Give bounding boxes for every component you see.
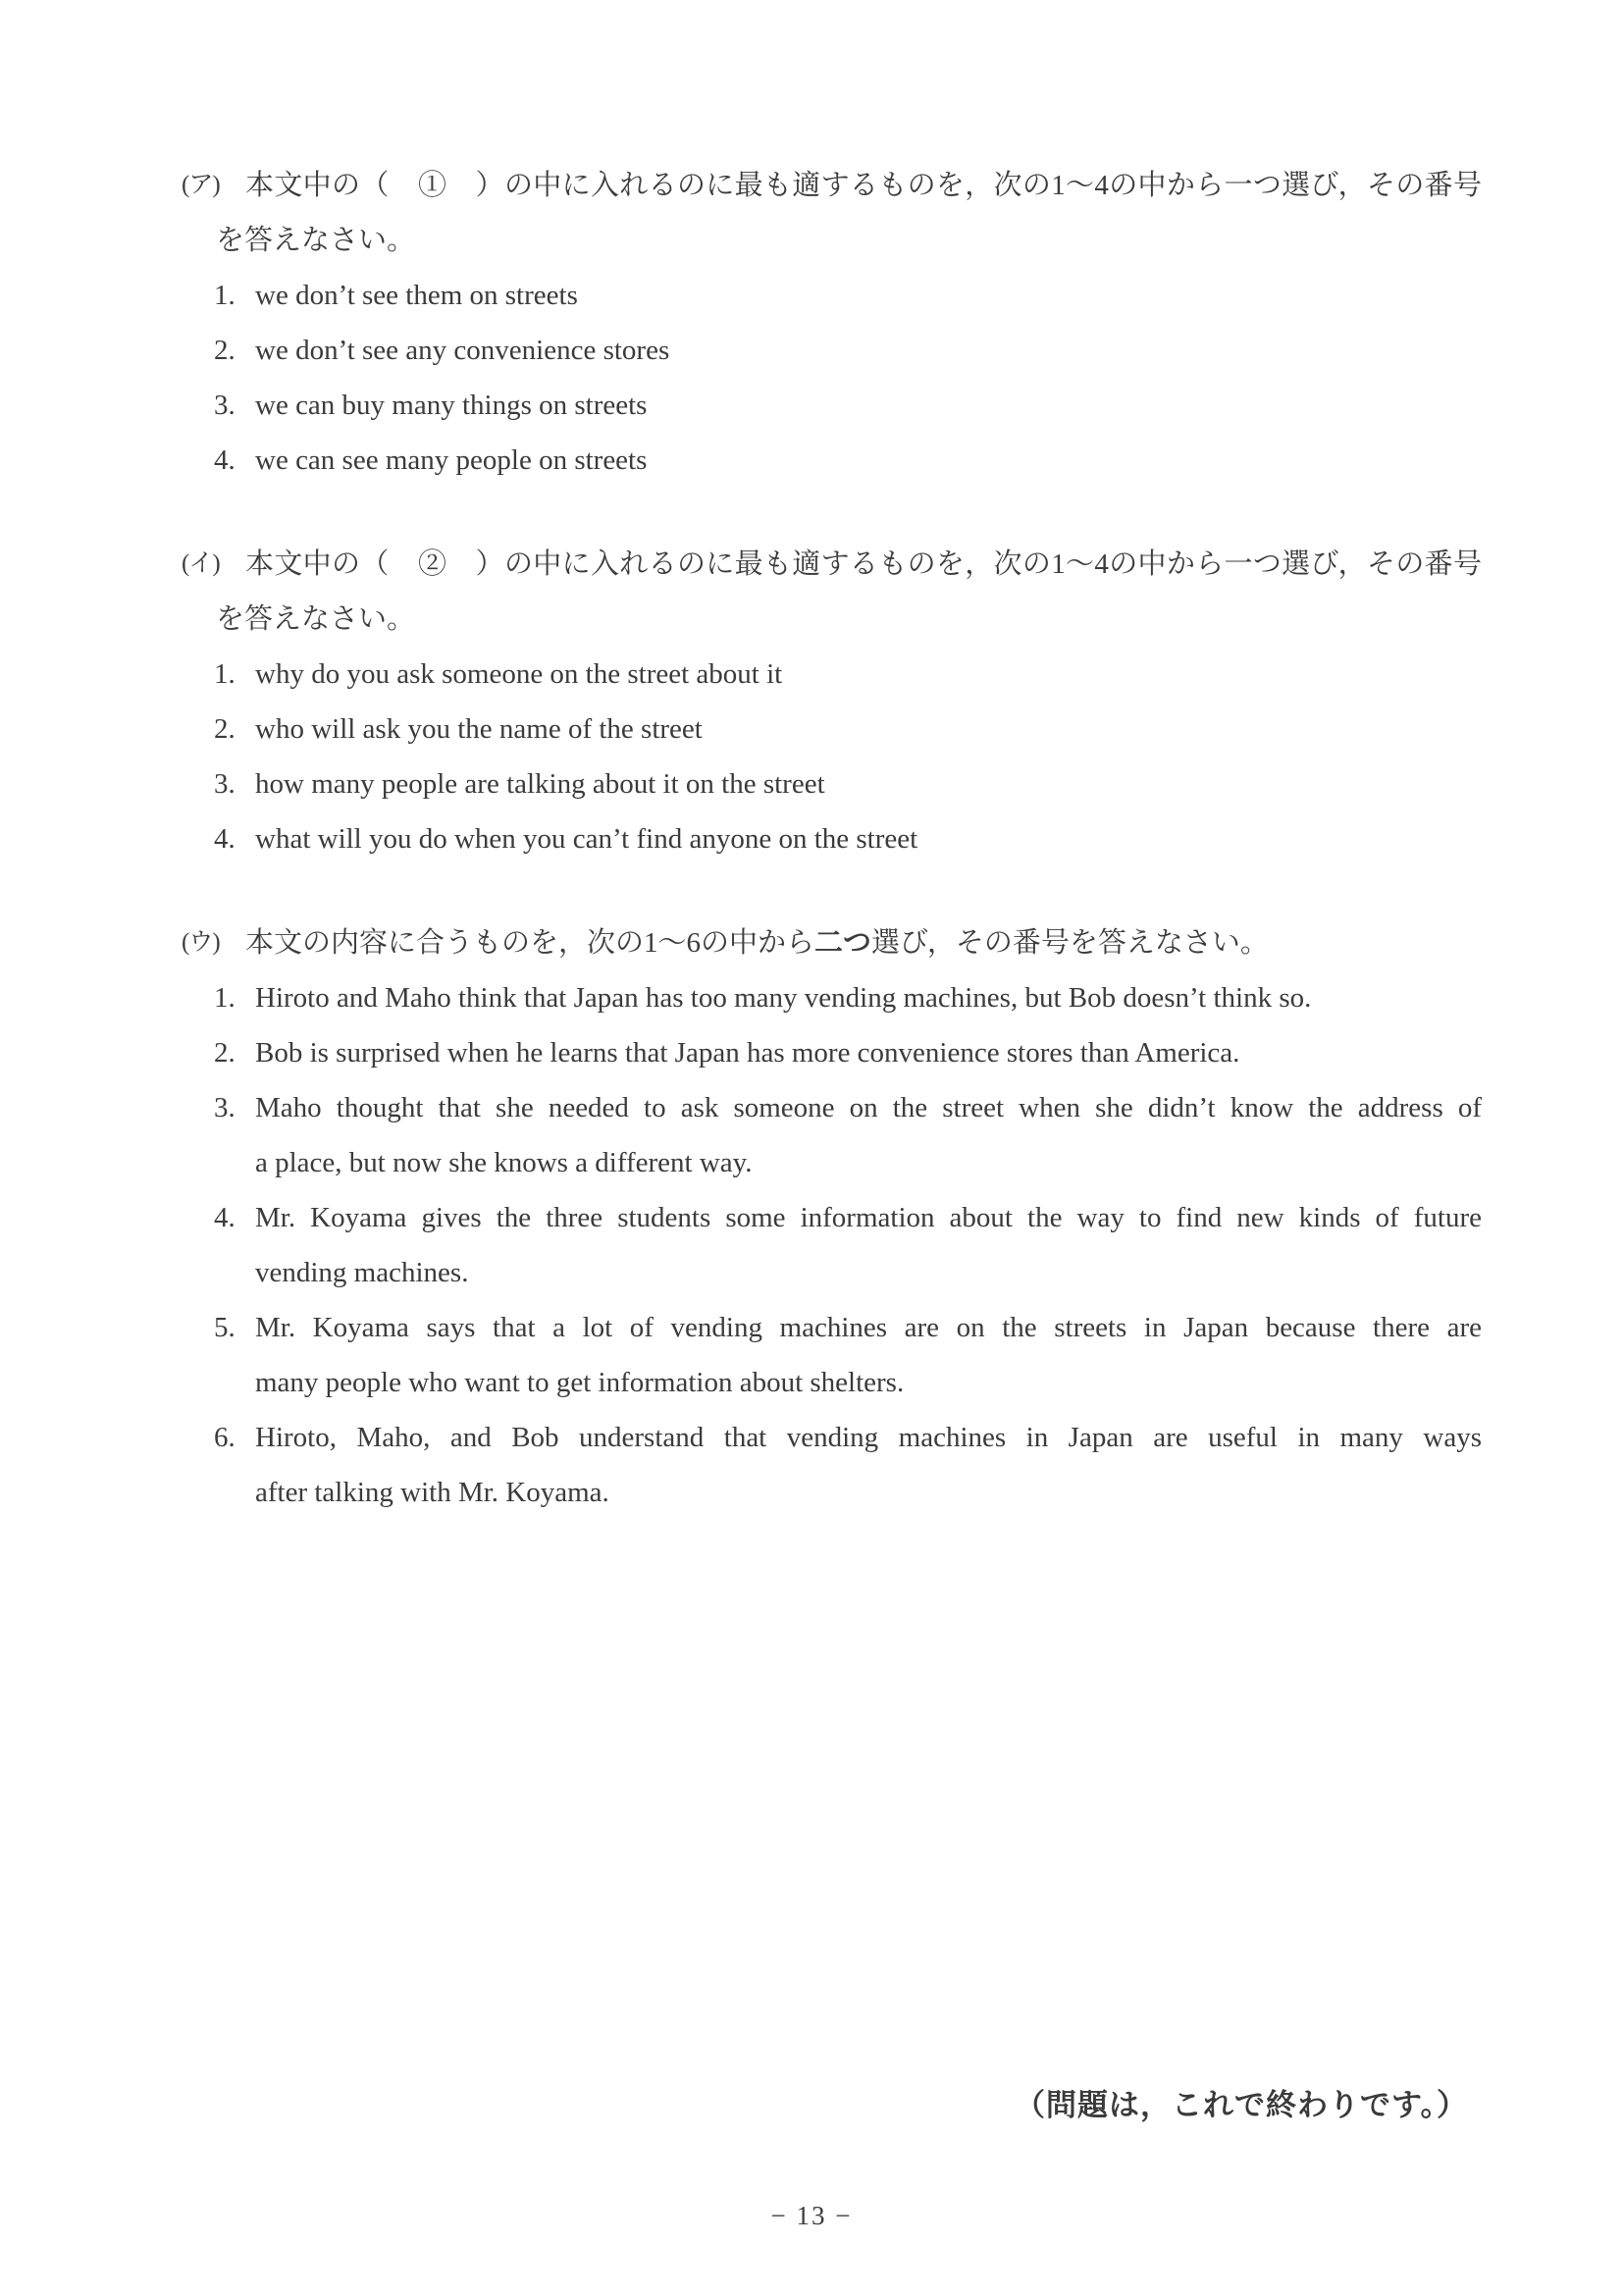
option-text: we can buy many things on streets [255, 390, 648, 421]
question-i-prompt-line2: を答えなさい。 [216, 603, 416, 635]
option-item [214, 647, 1623, 702]
option-text [255, 1190, 1482, 1300]
option-number: 4. [214, 444, 236, 476]
question-a-prompt-line2: を答えなさい。 [216, 225, 416, 256]
option-number: 3. [214, 1092, 236, 1123]
question-a [0, 158, 1623, 488]
option-line: Maho thought that she needed to ask someone on the street when she didn’t know the address of [255, 1092, 1482, 1123]
question-i-header [182, 537, 1623, 592]
option-text: why do you ask someone on the street about it [255, 658, 783, 690]
option-number: 2. [214, 713, 236, 745]
option-line: a place, but now she knows a different way. [255, 1147, 753, 1178]
option-line: Mr. Koyama says that a lot of vending machines are on the streets in Japan because there are [255, 1312, 1482, 1343]
option-number: 1. [214, 982, 236, 1014]
option-line: many people who want to get information about shelters. [255, 1367, 905, 1398]
question-i-options [214, 647, 1623, 866]
question-u-prompt-bold: 二つ [814, 927, 872, 959]
option-text: who will ask you the name of the street [255, 713, 703, 745]
option-item [214, 757, 1623, 811]
option-number: 6. [214, 1422, 236, 1453]
option-text: how many people are talking about it on the street [255, 768, 825, 800]
option-item [214, 1080, 1623, 1190]
option-text: we don’t see any convenience stores [255, 335, 670, 366]
option-item [214, 268, 1623, 323]
option-number: 3. [214, 768, 236, 800]
option-item [214, 323, 1623, 378]
option-line: Hiroto and Maho think that Japan has too many vending machines, but Bob doesn’t think so. [255, 982, 1312, 1014]
option-item [214, 970, 1623, 1025]
option-text: we can see many people on streets [255, 444, 648, 476]
option-item [214, 378, 1623, 433]
option-number: 1. [214, 658, 236, 690]
option-item [214, 1025, 1623, 1080]
option-text [255, 1300, 1482, 1410]
option-number: 3. [214, 390, 236, 421]
option-number: 4. [214, 1202, 236, 1233]
question-u-prompt-post: 選び，その番号を答えなさい。 [871, 927, 1269, 959]
option-number: 1. [214, 280, 236, 311]
question-a-header [182, 158, 1623, 213]
option-number: 4. [214, 823, 236, 855]
question-u-prompt-pre: 本文の内容に合うものを，次の1～6の中から [245, 927, 815, 959]
option-line: Bob is surprised when he learns that Japan has more convenience stores than America. [255, 1037, 1240, 1069]
option-text [255, 1025, 1482, 1080]
option-text [255, 1080, 1482, 1190]
question-u [0, 915, 1623, 1520]
option-item [214, 811, 1623, 866]
option-text: what will you do when you can’t find anyone on the street [255, 823, 918, 855]
option-text: we don’t see them on streets [255, 280, 578, 311]
option-item [214, 433, 1623, 488]
option-line: vending machines. [255, 1257, 469, 1288]
question-i-label: (イ) [182, 550, 220, 577]
question-a-label: (ア) [182, 172, 220, 198]
question-a-options [214, 268, 1623, 488]
option-line: Hiroto, Maho, and Bob understand that vending machines in Japan are useful in many ways [255, 1422, 1482, 1453]
option-text [255, 970, 1482, 1025]
question-u-label: (ウ) [182, 929, 220, 956]
question-i [0, 537, 1623, 866]
option-item [214, 1190, 1623, 1300]
question-u-prompt [245, 915, 1269, 970]
option-line: after talking with Mr. Koyama. [255, 1477, 609, 1508]
option-text [255, 1410, 1482, 1520]
option-number: 2. [214, 335, 236, 366]
option-item [214, 1410, 1623, 1520]
question-u-header [182, 915, 1623, 970]
option-number: 5. [214, 1312, 236, 1343]
option-line: Mr. Koyama gives the three students some information about the way to find new kinds of future [255, 1202, 1482, 1233]
end-of-questions-note: （問題は，これで終わりです。） [1014, 2088, 1468, 2122]
option-item [214, 702, 1623, 757]
question-u-options [214, 970, 1623, 1520]
option-number: 2. [214, 1037, 236, 1069]
question-i-prompt-line1: 本文中の（ ② ）の中に入れるのに最も適するものを，次の1～4の中から一つ選び，その番号 [245, 548, 1482, 580]
question-a-prompt-line1: 本文中の（ ① ）の中に入れるのに最も適するものを，次の1～4の中から一つ選び，その番号 [245, 170, 1482, 201]
page-number: − 13 − [770, 2201, 853, 2230]
option-item [214, 1300, 1623, 1410]
